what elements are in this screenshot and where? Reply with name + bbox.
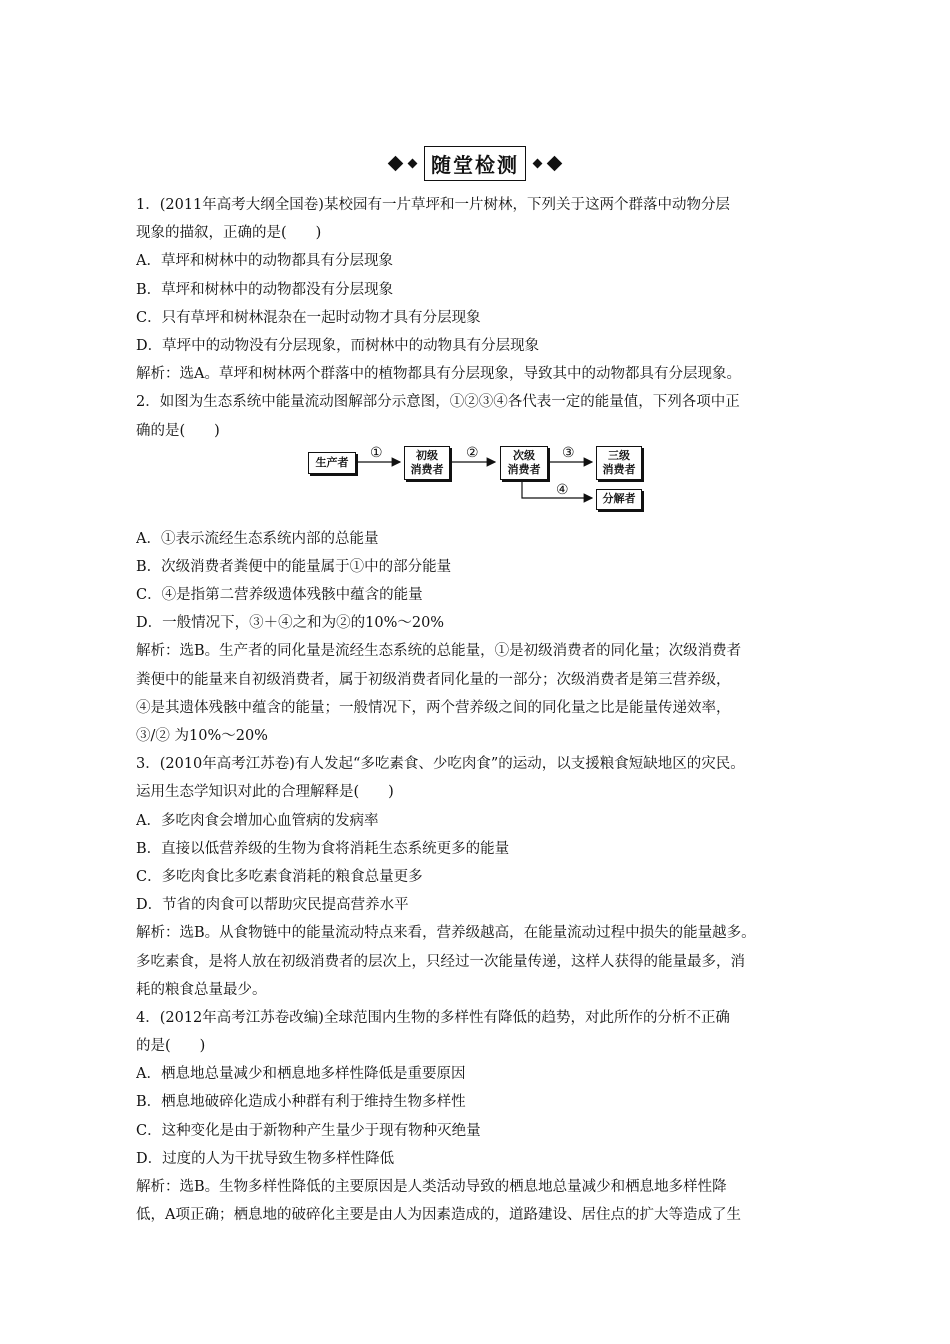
arrow-label-4: ④ [556,481,569,498]
producer-box [308,452,356,474]
text-line: 现象的描叙，正确的是( ) [136,225,322,242]
text-line: ③/② 为10%～20% [136,728,268,744]
question-block-2 [136,525,826,1230]
text-line: D．一般情况下，③＋④之和为②的10%～20% [136,615,445,632]
text-line: A．多吃肉食会增加心血管病的发病率 [136,812,379,829]
text-line: D．过度的人为干扰导致生物多样性降低 [136,1150,395,1167]
text-line: C．这种变化是由于新物种产生量少于现有物种灭绝量 [136,1122,481,1139]
text-line: A．①表示流经生态系统内部的总能量 [136,530,379,547]
text-line: ④是其遗体残骸中蕴含的能量；一般情况下，两个营养级之间的同化量之比是能量传递效率， [136,699,731,716]
arrow-label-2: ② [466,444,479,461]
tertiary-consumer-box [596,446,642,480]
diamond-small-icon [533,158,543,168]
question-block-1 [136,191,826,445]
primary-consumer-box [404,446,450,480]
text-line: 解析：选B。从食物链中的能量流动特点来看，营养级越高，在能量流动过程中损失的能量越多。 [136,925,756,942]
text-line: 2．如图为生态系统中能量流动图解部分示意图，①②③④各代表一定的能量值，下列各项中正 [136,394,740,411]
text-line: 运用生态学知识对此的合理解释是( ) [136,784,394,801]
text-line: C．④是指第二营养级遗体残骸中蕴含的能量 [136,587,423,604]
decomposer-label: 分解者 [602,492,636,506]
primary-label-2: 消费者 [410,462,444,476]
tertiary-label-1: 三级 [608,448,630,462]
secondary-consumer-box [500,446,548,480]
text-line: 3．(2010年高考江苏卷)有人发起“多吃素食、少吃肉食”的运动，以支援粮食短缺地区的灾民。 [136,756,745,773]
text-line: C．只有草坪和树林混杂在一起时动物才具有分层现象 [136,309,481,326]
section-header [0,146,950,180]
text-line: A．栖息地总量减少和栖息地多样性降低是重要原因 [136,1066,466,1083]
text-line: 粪便中的能量来自初级消费者，属于初级消费者同化量的一部分；次级消费者是第三营养级， [136,671,731,688]
text-line: 低，A项正确；栖息地的破碎化主要是由人为因素造成的，道路建设、居住点的扩大等造成了生 [136,1207,741,1224]
decomposer-box [596,489,642,510]
secondary-label-1: 次级 [513,448,535,462]
text-line: D．草坪中的动物没有分层现象，而树林中的动物具有分层现象 [136,337,540,354]
arrow-label-3: ③ [562,444,575,461]
text-line: 1．(2011年高考大纲全国卷)某校园有一片草坪和一片树林，下列关于这两个群落中动物分层 [136,197,730,213]
text-line: B．草坪和树林中的动物都没有分层现象 [136,281,394,298]
text-line: 的是( ) [136,1038,206,1055]
text-line: A．草坪和树林中的动物都具有分层现象 [136,253,393,270]
arrow-label-1: ① [370,444,383,461]
text-line: 确的是( ) [136,422,220,439]
diamond-small-icon [408,158,418,168]
text-line: 解析：选B。生产者的同化量是流经生态系统的总能量，①是初级消费者的同化量；次级消费者 [136,643,742,660]
text-line: 解析：选A。草坪和树林两个群落中的植物都具有分层现象，导致其中的动物都具有分层现象。 [136,366,741,383]
text-line: D．节省的肉食可以帮助灾民提高营养水平 [136,897,409,914]
text-line: C．多吃肉食比多吃素食消耗的粮食总量更多 [136,868,423,885]
secondary-label-2: 消费者 [507,462,541,476]
producer-label: 生产者 [315,455,349,469]
title-ornament [390,146,560,181]
diagram-arrows [136,445,826,525]
text-line: B．直接以低营养级的生物为食将消耗生态系统更多的能量 [136,840,510,857]
primary-label-1: 初级 [416,448,438,462]
section-title: 随堂检测 [424,146,526,181]
diamond-icon [547,155,563,171]
text-line: 多吃素食，是将人放在初级消费者的层次上，只经过一次能量传递，这样人获得的能量最多，消 [136,953,745,970]
text-line: B．次级消费者粪便中的能量属于①中的部分能量 [136,558,452,575]
text-line: 耗的粮食总量最少。 [136,981,267,998]
text-line: B．栖息地破碎化造成小种群有利于维持生物多样性 [136,1094,466,1111]
text-line: 4．(2012年高考江苏卷改编)全球范围内生物的多样性有降低的趋势，对此所作的分析不正确 [136,1009,730,1026]
energy-flow-diagram [136,445,826,525]
diamond-icon [388,155,404,171]
tertiary-label-2: 消费者 [602,462,636,476]
document-body [136,191,826,1229]
text-line: 解析：选B。生物多样性降低的主要原因是人类活动导致的栖息地总量减少和栖息地多样性降 [136,1179,727,1195]
